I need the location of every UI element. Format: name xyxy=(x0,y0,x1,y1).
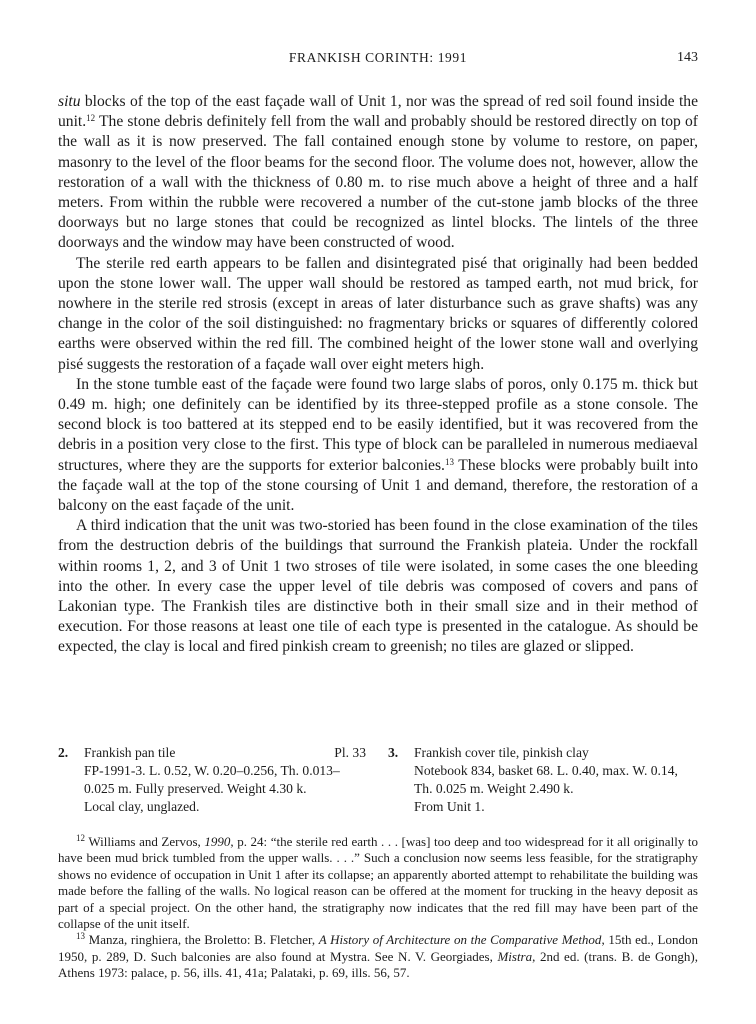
paragraph-1-text-a: blocks of the top of the east façade wall of Unit 1, nor was the spread of red soil found inside the unit. xyxy=(58,93,698,131)
catalogue-line: Th. 0.025 m. Weight 2.490 k. xyxy=(414,781,574,796)
paragraph-2: The sterile red earth appears to be fallen and disintegrated pisé that originally had been bedded upon the stone lower wall. The upper wall should be restored as tamped earth, not mud brick, for nowhere in the sterile red strosis (except in areas of later disturbance such as grave shafts) was any change in the color of the soil distinguished: no fragmentary bricks or squares of differently colored earths were observed within the red fill. The combined height of the lower stone wall and overlying pisé suggests the restoration of a façade wall over eight meters high. xyxy=(58,254,698,373)
paragraph-4: A third indication that the unit was two-storied has been found in the close examination of the tiles from the destruction debris of the buildings that surround the Frankish plateia. Under the rockfall within rooms 1, 2, and 3 of Unit 1 two stroses of tile were isolated, in some cases the one bleeding into the other. In every case the upper level of tile debris was composed of covers and pans of Lakonian type. The Frankish tiles are distinctive both in their small size and in their method of execution. For those reasons at least one tile of each type is presented in the catalogue. As should be expected, the clay is local and fired pinkish cream to greenish; no tiles are glazed or slipped. xyxy=(58,517,698,656)
footnote-italic: 1990 xyxy=(204,834,231,849)
catalogue-line: From Unit 1. xyxy=(414,799,485,814)
running-header xyxy=(58,50,698,70)
footnote-number: 12 xyxy=(76,833,85,843)
paragraph-3-text-a: In the stone tumble east of the façade were found two large slabs of poros, only 0.175 m. thick but 0.49 m. high; one definitely can be identified by its three-stepped profile as a stone console. The second block is too battered at its stepped end to be easily identified, but it was recovered from the debris in a position very close to the first. This type of block can be paralleled in numerous mediaeval structures, where they are the supports for exterior balconies. xyxy=(58,375,698,474)
footnote-text: , 15th ed., London 1950, p. 289, D. Such balconies are also found at Mystra. See N. V. Georgiades, xyxy=(58,932,698,964)
catalogue-description xyxy=(388,762,698,816)
paragraph-3-text-b: These blocks were probably built into the façade wall at the top of the stone coursing of Unit 1 and demand, therefore, the restoration of a balcony on the east façade of the unit. xyxy=(58,456,698,515)
footnote-ref-12: 12 xyxy=(86,113,96,124)
body-text xyxy=(58,92,698,658)
plate-reference: Pl. 33 xyxy=(334,745,366,760)
footnote-number: 13 xyxy=(76,931,85,942)
paragraph-1-italic-start: situ xyxy=(58,93,81,110)
paragraph-1-text-b: The stone debris definitely fell from the wall and probably should be restored directly on top of the wall as it is now preserved. The fall contained enough stone by volume to restore, on paper, masonry to the level of the floor beams for the second floor. The volume does not, however, allow the restoration of a wall with the thickness of 0.80 m. to rise much above a height of three and a half meters. From within the rubble were recovered a number of the cut-stone jamb blocks of the three doorways but no large stones that could be recognized as lintel blocks. The lintels of the three doorways and the window may have been constructed of wood. xyxy=(58,113,698,252)
footnote-text: Williams and Zervos, xyxy=(85,834,205,849)
catalogue-entry xyxy=(388,744,698,816)
catalogue-number: 2. xyxy=(58,745,69,760)
footnote-text: Manza, ringhiera, the Broletto: B. Fletcher, xyxy=(85,932,319,948)
footnote-italic: Mistra xyxy=(497,948,533,964)
running-title: FRANKISH CORINTH: 1991 xyxy=(288,50,468,65)
catalogue-entry-heading xyxy=(388,744,698,762)
footnote-13 xyxy=(58,932,698,981)
catalogue-line: Local clay, unglazed. xyxy=(84,799,200,814)
catalogue-line: Notebook 834, basket 68. L. 0.40, max. W. 0.14, xyxy=(414,763,678,778)
footnote-text: , p. 24: “the sterile red earth . . . [was] too deep and too widespread for it all originally to have been mud brick tumbled from the upper walls. . . .” Such a conclusion now seems less feasible, for the stratigraphy shows no evidence of occupation in Unit 1 after its collapse; an apparently aborted attempt to rehabilitate the building was made before the falling of the walls. No logical reason can be offered at the moment for trucking in the heavy deposit as part of a special project. On the other hand, the stratigraphy now indicates that the red fill may have been part of the collapse of the unit itself. xyxy=(58,834,698,932)
footnotes xyxy=(58,834,698,982)
catalogue-title: Frankish cover tile, pinkish clay xyxy=(414,745,589,760)
catalogue-entry xyxy=(58,744,366,816)
paragraph-1 xyxy=(58,92,698,254)
footnote-12 xyxy=(58,834,698,932)
page-number: 143 xyxy=(677,50,698,65)
footnote-text: , 2nd ed. (trans. B. de Gongh), Athens 1973: palace, p. 56, ills. 41, 41a; Palataki, p. 69, ills. 56, 57. xyxy=(58,948,698,981)
catalogue-description xyxy=(58,762,366,816)
catalogue-entry-heading xyxy=(58,744,366,762)
footnote-italic: A History of Architecture on the Comparative Method xyxy=(318,932,602,948)
paragraph-3 xyxy=(58,375,698,516)
catalogue-line: FP-1991-3. L. 0.52, W. 0.20–0.256, Th. 0.013– xyxy=(84,763,340,778)
footnote-ref-13: 13 xyxy=(444,456,454,467)
catalogue-number: 3. xyxy=(388,745,399,760)
catalogue-line: 0.025 m. Fully preserved. Weight 4.30 k. xyxy=(84,781,307,796)
catalogue-title: Frankish pan tile xyxy=(84,745,176,760)
